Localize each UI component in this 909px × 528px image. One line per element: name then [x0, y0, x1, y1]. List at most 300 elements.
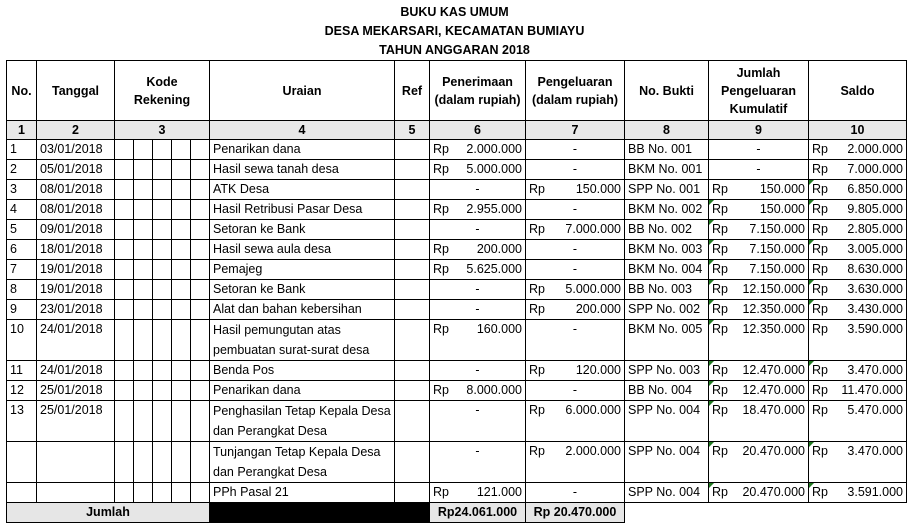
- colnum: 9: [709, 121, 809, 140]
- currency-label: Rp: [433, 485, 449, 499]
- cell-no: 11: [7, 361, 37, 381]
- cell-uraian: Tunjangan Tetap Kepala Desa dan Perangkat Desa: [210, 442, 395, 483]
- colnum: 1: [7, 121, 37, 140]
- cell-kode-rekening: [115, 240, 134, 260]
- cell-pengeluaran: -: [526, 483, 625, 503]
- cell-kumulatif: [709, 300, 809, 320]
- cell-penerimaan: -: [430, 180, 526, 200]
- cell-no-bukti: BKM No. 004: [625, 260, 709, 280]
- amount-value: 7.150.000: [749, 242, 805, 256]
- currency-label: Rp: [712, 242, 728, 256]
- currency-label: Rp: [529, 182, 545, 196]
- cell-uraian: Setoran ke Bank: [210, 220, 395, 240]
- cell-kode-rekening: [115, 401, 134, 442]
- cell-ref: [395, 200, 430, 220]
- cell-kode-rekening: [115, 200, 134, 220]
- cell-tanggal: 03/01/2018: [37, 140, 115, 160]
- cell-kode-rekening: [115, 381, 134, 401]
- amount-value: 5.470.000: [847, 403, 903, 417]
- cell-kode-rekening: [153, 260, 172, 280]
- cell-uraian: Hasil Retribusi Pasar Desa: [210, 200, 395, 220]
- cell-tanggal: 18/01/2018: [37, 240, 115, 260]
- total-empty: [625, 503, 907, 523]
- amount-value: 8.630.000: [847, 262, 903, 276]
- amount-value: 121.000: [476, 485, 522, 499]
- cell-kode-rekening: [134, 220, 153, 240]
- cell-kode-rekening: [134, 140, 153, 160]
- amount-value: 7.150.000: [749, 222, 805, 236]
- cell-uraian: ATK Desa: [210, 180, 395, 200]
- currency-label: Rp: [712, 363, 728, 377]
- cell-kumulatif: [709, 483, 809, 503]
- colnum: 8: [625, 121, 709, 140]
- cell-kode-rekening: [191, 442, 210, 483]
- header-kode-rekening: Kode Rekening: [115, 61, 210, 121]
- cell-tanggal: 23/01/2018: [37, 300, 115, 320]
- cell-tanggal: 24/01/2018: [37, 361, 115, 381]
- cell-ref: [395, 160, 430, 180]
- cell-no: 12: [7, 381, 37, 401]
- currency-label: Rp: [712, 302, 728, 316]
- cell-kode-rekening: [134, 260, 153, 280]
- amount-value: 5.625.000: [466, 262, 522, 276]
- cell-ref: [395, 220, 430, 240]
- currency-label: Rp: [433, 262, 449, 276]
- cell-kode-rekening: [153, 300, 172, 320]
- cell-pengeluaran: -: [526, 381, 625, 401]
- colnum: 6: [430, 121, 526, 140]
- cell-no: 7: [7, 260, 37, 280]
- table-row: [7, 280, 907, 300]
- cell-saldo: [809, 160, 907, 180]
- table-body: [7, 140, 907, 503]
- amount-value: 2.805.000: [847, 222, 903, 236]
- cell-no: 9: [7, 300, 37, 320]
- cell-kumulatif: -: [709, 140, 809, 160]
- currency-label: Rp: [529, 363, 545, 377]
- currency-label: Rp: [529, 302, 545, 316]
- colnum: 5: [395, 121, 430, 140]
- table-row: [7, 361, 907, 381]
- cell-pengeluaran: [526, 220, 625, 240]
- cell-kode-rekening: [172, 140, 191, 160]
- currency-label: Rp: [529, 403, 545, 417]
- cell-kumulatif: [709, 320, 809, 361]
- cell-saldo: [809, 200, 907, 220]
- cell-ref: [395, 320, 430, 361]
- cell-uraian: Setoran ke Bank: [210, 280, 395, 300]
- cell-no: 13: [7, 401, 37, 442]
- cell-kode-rekening: [134, 240, 153, 260]
- amount-value: 11.470.000: [841, 383, 903, 397]
- cell-tanggal: 08/01/2018: [37, 200, 115, 220]
- cell-tanggal: 19/01/2018: [37, 280, 115, 300]
- cell-kumulatif: [709, 442, 809, 483]
- cell-kode-rekening: [115, 280, 134, 300]
- colnum: 3: [115, 121, 210, 140]
- cell-ref: [395, 180, 430, 200]
- cell-kumulatif: [709, 240, 809, 260]
- cell-ref: [395, 260, 430, 280]
- currency-label: Rp: [433, 383, 449, 397]
- amount-value: 3.470.000: [847, 363, 903, 377]
- cell-penerimaan: [430, 140, 526, 160]
- header-uraian: Uraian: [210, 61, 395, 121]
- cell-ref: [395, 280, 430, 300]
- amount-value: 3.430.000: [847, 302, 903, 316]
- cell-penerimaan: -: [430, 442, 526, 483]
- cell-kode-rekening: [172, 300, 191, 320]
- table-row: [7, 300, 907, 320]
- amount-value: 20.470.000: [742, 444, 805, 458]
- cell-no-bukti: BB No. 001: [625, 140, 709, 160]
- header-saldo: Saldo: [809, 61, 907, 121]
- cell-kumulatif: -: [709, 160, 809, 180]
- cell-kode-rekening: [134, 320, 153, 361]
- cell-kode-rekening: [153, 220, 172, 240]
- cell-kode-rekening: [115, 180, 134, 200]
- currency-label: Rp: [812, 383, 828, 397]
- amount-value: 6.850.000: [847, 182, 903, 196]
- cell-tanggal: 09/01/2018: [37, 220, 115, 240]
- cell-uraian: Benda Pos: [210, 361, 395, 381]
- cell-kode-rekening: [153, 442, 172, 483]
- colnum: 7: [526, 121, 625, 140]
- currency-label: Rp: [529, 282, 545, 296]
- currency-label: Rp: [712, 403, 728, 417]
- cell-kode-rekening: [191, 200, 210, 220]
- cell-pengeluaran: -: [526, 140, 625, 160]
- amount-value: 3.590.000: [847, 322, 903, 336]
- amount-value: 7.000.000: [565, 222, 621, 236]
- cell-saldo: [809, 180, 907, 200]
- cell-no: 2: [7, 160, 37, 180]
- header-tanggal: Tanggal: [37, 61, 115, 121]
- cell-kode-rekening: [191, 240, 210, 260]
- cell-kode-rekening: [191, 401, 210, 442]
- currency-label: Rp: [712, 322, 728, 336]
- cell-no-bukti: BB No. 002: [625, 220, 709, 240]
- amount-value: 150.000: [575, 182, 621, 196]
- cell-uraian: Pemajeg: [210, 260, 395, 280]
- amount-value: 3.005.000: [847, 242, 903, 256]
- header-penerimaan: Penerimaan (dalam rupiah): [430, 61, 526, 121]
- cell-kode-rekening: [134, 381, 153, 401]
- header-jumlah-kumulatif: Jumlah Pengeluaran Kumulatif: [709, 61, 809, 121]
- currency-label: Rp: [529, 444, 545, 458]
- cell-penerimaan: -: [430, 361, 526, 381]
- cell-uraian: Hasil sewa aula desa: [210, 240, 395, 260]
- table-row: [7, 180, 907, 200]
- cell-tanggal: 19/01/2018: [37, 260, 115, 280]
- cell-penerimaan: [430, 381, 526, 401]
- cell-kode-rekening: [191, 361, 210, 381]
- table-row: [7, 381, 907, 401]
- cell-kode-rekening: [153, 240, 172, 260]
- cell-pengeluaran: [526, 180, 625, 200]
- table-row: [7, 401, 907, 442]
- cell-kode-rekening: [172, 381, 191, 401]
- cell-penerimaan: [430, 200, 526, 220]
- title-line-1: BUKU KAS UMUM: [400, 5, 509, 19]
- currency-label: Rp: [812, 242, 828, 256]
- cell-no-bukti: SPP No. 003: [625, 361, 709, 381]
- cell-pengeluaran: -: [526, 160, 625, 180]
- cell-penerimaan: -: [430, 300, 526, 320]
- cell-kode-rekening: [153, 320, 172, 361]
- cell-ref: [395, 442, 430, 483]
- cell-pengeluaran: -: [526, 320, 625, 361]
- cell-penerimaan: -: [430, 280, 526, 300]
- amount-value: 12.470.000: [742, 383, 805, 397]
- cell-kode-rekening: [115, 320, 134, 361]
- cell-no-bukti: BB No. 003: [625, 280, 709, 300]
- cell-kode-rekening: [134, 280, 153, 300]
- amount-value: 150.000: [759, 202, 805, 216]
- cell-kode-rekening: [134, 200, 153, 220]
- cell-no-bukti: SPP No. 001: [625, 180, 709, 200]
- amount-value: 3.470.000: [847, 444, 903, 458]
- cell-ref: [395, 140, 430, 160]
- cell-no: [7, 442, 37, 483]
- amount-value: 200.000: [476, 242, 522, 256]
- cell-kode-rekening: [191, 381, 210, 401]
- cell-kode-rekening: [191, 320, 210, 361]
- cell-kode-rekening: [115, 483, 134, 503]
- cell-kode-rekening: [172, 320, 191, 361]
- currency-label: Rp: [812, 363, 828, 377]
- cell-uraian: Hasil pemungutan atas pembuatan surat-surat desa: [210, 320, 395, 361]
- cell-kode-rekening: [191, 280, 210, 300]
- cell-tanggal: [37, 442, 115, 483]
- currency-label: Rp: [712, 485, 728, 499]
- cell-ref: [395, 381, 430, 401]
- cell-kode-rekening: [153, 401, 172, 442]
- cell-kumulatif: [709, 280, 809, 300]
- table-row: [7, 240, 907, 260]
- cell-kumulatif: [709, 361, 809, 381]
- cell-kode-rekening: [134, 300, 153, 320]
- cell-kode-rekening: [134, 160, 153, 180]
- amount-value: 12.350.000: [742, 302, 805, 316]
- currency-label: Rp: [812, 302, 828, 316]
- cell-kode-rekening: [115, 160, 134, 180]
- cell-tanggal: 24/01/2018: [37, 320, 115, 361]
- cell-pengeluaran: [526, 442, 625, 483]
- currency-label: Rp: [812, 202, 828, 216]
- cell-kode-rekening: [172, 220, 191, 240]
- colnum: 2: [37, 121, 115, 140]
- cell-no-bukti: SPP No. 004: [625, 442, 709, 483]
- header-ref: Ref: [395, 61, 430, 121]
- report-title: [0, 0, 909, 60]
- colnum: 10: [809, 121, 907, 140]
- amount-value: 3.630.000: [847, 282, 903, 296]
- table-row: [7, 320, 907, 361]
- cell-kode-rekening: [191, 160, 210, 180]
- header-pengeluaran: Pengeluaran (dalam rupiah): [526, 61, 625, 121]
- cell-kode-rekening: [153, 140, 172, 160]
- cell-tanggal: 25/01/2018: [37, 381, 115, 401]
- currency-label: Rp: [433, 142, 449, 156]
- cell-no-bukti: SPP No. 002: [625, 300, 709, 320]
- cell-tanggal: 25/01/2018: [37, 401, 115, 442]
- cell-kode-rekening: [172, 401, 191, 442]
- cell-kode-rekening: [172, 240, 191, 260]
- cell-kode-rekening: [153, 280, 172, 300]
- currency-label: Rp: [712, 222, 728, 236]
- cell-kode-rekening: [153, 160, 172, 180]
- amount-value: 12.350.000: [742, 322, 805, 336]
- cell-kode-rekening: [134, 180, 153, 200]
- cell-no-bukti: BKM No. 001: [625, 160, 709, 180]
- currency-label: Rp: [812, 162, 828, 176]
- currency-label: Rp: [712, 282, 728, 296]
- amount-value: 9.805.000: [847, 202, 903, 216]
- amount-value: 150.000: [759, 182, 805, 196]
- cell-kode-rekening: [134, 361, 153, 381]
- cell-no: 1: [7, 140, 37, 160]
- cell-kode-rekening: [172, 180, 191, 200]
- cell-kode-rekening: [191, 180, 210, 200]
- cell-no-bukti: SPP No. 004: [625, 401, 709, 442]
- column-number-row: [7, 121, 907, 140]
- cell-no: [7, 483, 37, 503]
- cell-saldo: [809, 220, 907, 240]
- cell-kode-rekening: [172, 160, 191, 180]
- total-row: [7, 503, 907, 523]
- amount-value: 120.000: [575, 363, 621, 377]
- cell-no-bukti: BKM No. 005: [625, 320, 709, 361]
- cell-kode-rekening: [115, 140, 134, 160]
- cell-pengeluaran: -: [526, 200, 625, 220]
- cell-uraian: Penghasilan Tetap Kepala Desa dan Perangkat Desa: [210, 401, 395, 442]
- cell-uraian: Hasil sewa tanah desa: [210, 160, 395, 180]
- currency-label: Rp: [433, 162, 449, 176]
- cell-kumulatif: [709, 200, 809, 220]
- amount-value: 5.000.000: [466, 162, 522, 176]
- cell-saldo: [809, 361, 907, 381]
- currency-label: Rp: [712, 444, 728, 458]
- cell-kode-rekening: [191, 220, 210, 240]
- header-no-bukti: No. Bukti: [625, 61, 709, 121]
- cell-no-bukti: SPP No. 004: [625, 483, 709, 503]
- cell-kumulatif: [709, 260, 809, 280]
- currency-label: Rp: [812, 485, 828, 499]
- cell-kode-rekening: [153, 361, 172, 381]
- cell-saldo: [809, 401, 907, 442]
- total-label: Jumlah: [7, 503, 210, 523]
- amount-value: 2.000.000: [847, 142, 903, 156]
- cell-no-bukti: BKM No. 002: [625, 200, 709, 220]
- cell-saldo: [809, 280, 907, 300]
- currency-label: Rp: [812, 182, 828, 196]
- cell-penerimaan: [430, 320, 526, 361]
- amount-value: 8.000.000: [466, 383, 522, 397]
- table-row: [7, 260, 907, 280]
- amount-value: 200.000: [575, 302, 621, 316]
- currency-label: Rp: [812, 403, 828, 417]
- cell-pengeluaran: [526, 361, 625, 381]
- table-row: [7, 442, 907, 483]
- cell-kode-rekening: [115, 442, 134, 483]
- amount-value: 2.000.000: [565, 444, 621, 458]
- currency-label: Rp: [812, 142, 828, 156]
- cell-penerimaan: [430, 260, 526, 280]
- currency-label: Rp: [433, 242, 449, 256]
- amount-value: 7.000.000: [847, 162, 903, 176]
- cell-kode-rekening: [172, 200, 191, 220]
- cell-kode-rekening: [172, 260, 191, 280]
- currency-label: Rp: [712, 383, 728, 397]
- cell-kode-rekening: [172, 483, 191, 503]
- cell-tanggal: [37, 483, 115, 503]
- table-row: [7, 140, 907, 160]
- cell-kode-rekening: [153, 483, 172, 503]
- cell-saldo: [809, 442, 907, 483]
- cell-kumulatif: [709, 180, 809, 200]
- amount-value: 12.150.000: [742, 282, 805, 296]
- cell-saldo: [809, 483, 907, 503]
- cell-pengeluaran: -: [526, 260, 625, 280]
- amount-value: 18.470.000: [742, 403, 805, 417]
- amount-value: 2.000.000: [466, 142, 522, 156]
- table-row: [7, 160, 907, 180]
- cell-no-bukti: BB No. 004: [625, 381, 709, 401]
- total-pengeluaran: Rp 20.470.000: [526, 503, 625, 523]
- cell-kode-rekening: [115, 260, 134, 280]
- total-black-cell: [210, 503, 430, 523]
- cell-no: 5: [7, 220, 37, 240]
- amount-value: 20.470.000: [742, 485, 805, 499]
- currency-label: Rp: [433, 202, 449, 216]
- cell-pengeluaran: [526, 401, 625, 442]
- cell-no-bukti: BKM No. 003: [625, 240, 709, 260]
- cell-pengeluaran: -: [526, 240, 625, 260]
- cell-kode-rekening: [134, 442, 153, 483]
- cell-kode-rekening: [153, 200, 172, 220]
- currency-label: Rp: [712, 262, 728, 276]
- cell-saldo: [809, 320, 907, 361]
- cell-kode-rekening: [153, 381, 172, 401]
- colnum: 4: [210, 121, 395, 140]
- cell-saldo: [809, 300, 907, 320]
- cell-kode-rekening: [134, 483, 153, 503]
- cell-kumulatif: [709, 220, 809, 240]
- cell-kode-rekening: [134, 401, 153, 442]
- title-line-3: TAHUN ANGGARAN 2018: [379, 43, 530, 57]
- amount-value: 5.000.000: [565, 282, 621, 296]
- cell-penerimaan: [430, 240, 526, 260]
- amount-value: 7.150.000: [749, 262, 805, 276]
- cell-kode-rekening: [115, 300, 134, 320]
- cell-saldo: [809, 140, 907, 160]
- cell-ref: [395, 240, 430, 260]
- currency-label: Rp: [529, 222, 545, 236]
- cell-no: 4: [7, 200, 37, 220]
- currency-label: Rp: [812, 444, 828, 458]
- amount-value: 2.955.000: [466, 202, 522, 216]
- cell-no: 6: [7, 240, 37, 260]
- table-row: [7, 200, 907, 220]
- cell-kode-rekening: [172, 280, 191, 300]
- cell-uraian: Penarikan dana: [210, 381, 395, 401]
- cell-pengeluaran: [526, 300, 625, 320]
- cell-kode-rekening: [153, 180, 172, 200]
- currency-label: Rp: [433, 322, 449, 336]
- cell-tanggal: 08/01/2018: [37, 180, 115, 200]
- table-row: [7, 220, 907, 240]
